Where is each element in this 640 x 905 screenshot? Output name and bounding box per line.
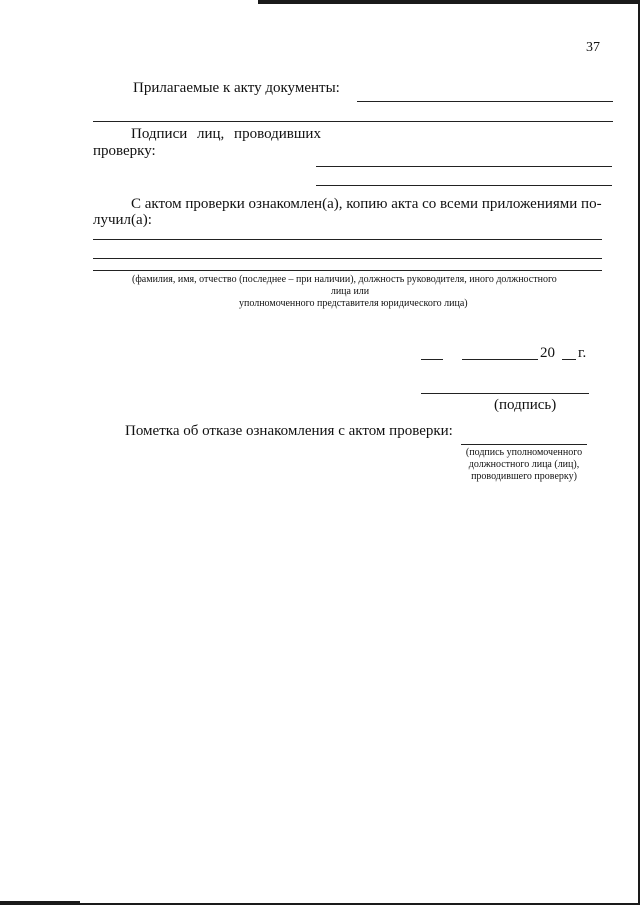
date-day-line (421, 359, 443, 360)
signatures-label-line2: проверку: (93, 143, 156, 159)
attached-documents-label: Прилагаемые к акту документы: (133, 80, 340, 96)
refusal-caption-line3: проводившего проверку) (471, 471, 577, 482)
refusal-label: Пометка об отказе ознакомления с актом проверки: (125, 423, 453, 439)
refusal-signature-line (461, 444, 587, 445)
attached-documents-line-1 (357, 101, 613, 102)
signatures-line-1 (316, 166, 612, 167)
attached-documents-line-2 (93, 121, 613, 122)
acknowledged-text-line1: С актом проверки ознакомлен(а), копию акта со всеми приложениями по- (131, 196, 602, 212)
date-year-line (562, 359, 576, 360)
signature-line (421, 393, 589, 394)
signatures-line-2 (316, 185, 612, 186)
acknowledged-line-1 (93, 239, 602, 240)
signature-caption: (подпись) (494, 397, 557, 413)
acknowledged-line-3 (93, 270, 602, 271)
refusal-caption-line1: (подпись уполномоченного (465, 447, 583, 458)
caption-line3: уполномоченного представителя юридического лица) (239, 298, 468, 309)
acknowledged-text-line2: лучил(а): (93, 212, 152, 228)
date-month-line (462, 359, 538, 360)
date-year-prefix: 20 (540, 345, 555, 361)
scan-edge-top (258, 0, 640, 4)
caption-line1: (фамилия, имя, отчество (последнее – при наличии), должность руководителя, иного должностного (132, 274, 557, 285)
scan-edge-bottom-left (0, 901, 80, 905)
date-year-suffix: г. (578, 345, 587, 361)
caption-line2: лица или (330, 286, 370, 297)
acknowledged-line-2 (93, 258, 602, 259)
signatures-label-line1: Подписи лиц, проводивших (131, 126, 321, 142)
page-number: 37 (586, 40, 600, 55)
refusal-caption-line2: должностного лица (лиц), (468, 459, 580, 470)
